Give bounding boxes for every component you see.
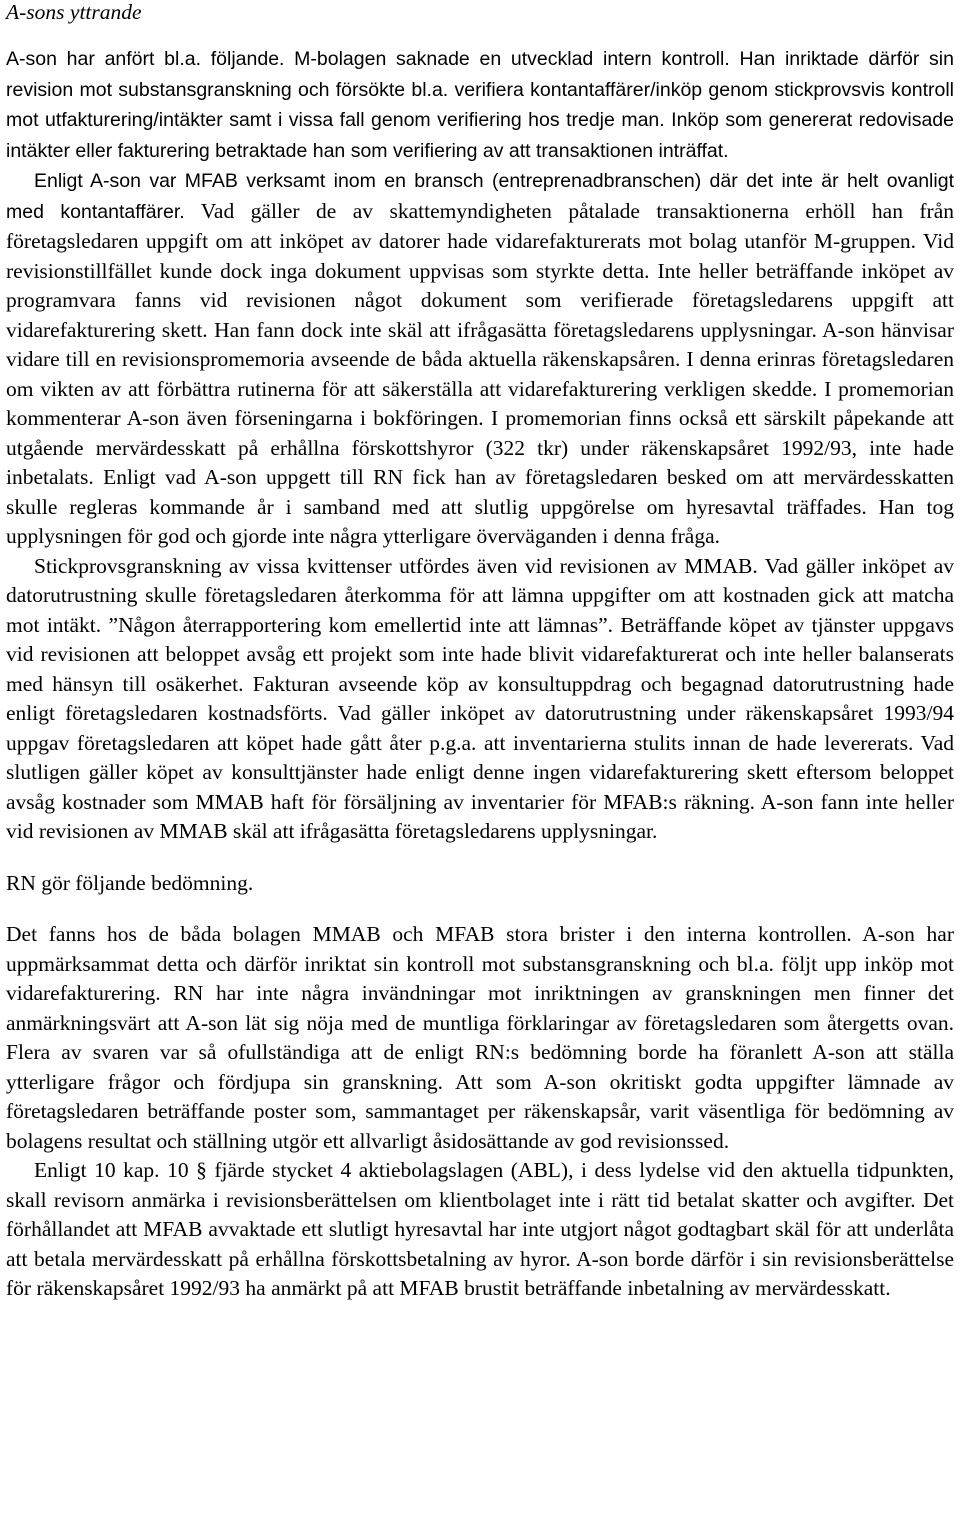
document-page (6, 0, 954, 1304)
paragraph-text: Stickprovsgranskning av vissa kvittenser utfördes även vid revisionen av MMAB. Vad gäller inköpet av datorutrustning skulle företagsledaren återkomma för att lämna uppgifter om att kostnaden gick att matcha mot intäkt. ”Någon återrapportering kom emellertid inte att lämnas”. Beträffande köpet av tjänster uppgavs vid revisionen att beloppet avsåg ett projekt som inte hade blivit vidarefakturerat och inte heller balanserats med hänsyn till osäkerhet. Fakturan avseende köp av konsultuppdrag och begagnad datorutrustning hade enligt företagsledaren kostnadsförts. Vad gäller inköpet av datorutrustning under räkenskapsåret 1993/94 uppgav företagsledaren att köpet hade gått åter p.g.a. att inventarierna stulits innan de hade levererats. Vad slutligen gäller köpet av konsulttjänster hade enligt denne ingen vidarefakturering skett eftersom beloppet avsåg kostnader som MMAB haft för försäljning av inventarier för MFAB:s räkning. A-son fann inte heller vid revisionen av MMAB skäl att ifrågasätta företagsledarens upplysningar. (6, 553, 954, 843)
paragraph-mmab-sampling (6, 552, 954, 847)
paragraph-text: A-son har anfört bl.a. följande. M-bolagen saknade en utvecklad intern kontroll. Han inriktade därför sin revision mot substansgranskning och försökte bl.a. verifiera kontantaffärer/inköp genom stickprovsvis kontroll mot utfakturering/intäkter samt i vissa fall genom verifiering hos tredje man. Inköp som genererat redovisade intäkter eller fakturering betraktade han som verifiering av att transaktionen inträffat. (6, 48, 954, 162)
paragraph-abl-remark: Enligt 10 kap. 10 § fjärde stycket 4 aktiebolagslagen (ABL), i dess lydelse vid den aktuella tidpunkten, skall revisorn anmärka i revisionsberättelsen om klientbolaget inte i rätt tid betalat skatter och avgifter. Det förhållandet att MFAB avvaktade ett slutligt hyresavtal har inte utgjort något godtagbart skäl för att underlåta att betala mervärdesskatt på erhållna förskottsbetalning av hyror. A-son borde därför i sin revisionsberättelse för räkenskapsåret 1992/93 ha anmärkt på att MFAB brustit beträffande inbetalning av mervärdesskatt. (6, 1158, 954, 1300)
paragraph-text-serif: Vad gäller de av skattemyndigheten påtalade transaktionerna erhöll han från företagsledaren uppgift om att inköpet av datorer hade vidarefakturerats mot bolag utanför M-gruppen. Vid revisionstillfället kunde dock inga dokument uppvisas som styrkte detta. Inte heller beträffande inköpet av programvara fanns vid revisionen något dokument som verifierade företagsledarens uppgift att vidarefakturering skett. Han fann dock inte skäl att ifrågasätta företagsledarens upplysningar. A-son hänvisar vidare till en revisionspromemoria avseende de båda aktuella räkenskapsåren. I denna erinras företagsledaren om vikten av att förbättra rutinerna för att säkerställa att vidarefakturering verkligen skedde. I promemorian kommenterar A-son även förseningarna i bokföringen. I promemorian finns också ett särskilt påpekande att utgående mervärdesskatt på erhållna förskottshyror (322 tkr) under räkenskapsåret 1992/93, inte hade inbetalats. Enligt vad A-son uppgett till RN fick han av företagsledaren besked om att mervärdesskatten skulle regleras kommande år i samband med att slutlig uppgörelse om hyresavtal träffades. Han tog upplysningen för god och gjorde inte några ytterligare överväganden i denna fråga. (6, 198, 954, 548)
paragraph-a-son-statement (6, 44, 954, 166)
section-heading: A-sons yttrande (6, 0, 142, 24)
paragraph-text-sans: Enligt A-son var MFAB verksamt inom en bransch (entreprenadbranschen) där det inte är helt ovanligt med kontantaffärer. (6, 170, 954, 223)
paragraph-internal-control: Det fanns hos de båda bolagen MMAB och MFAB stora brister i den interna kontrollen. A-son har uppmärksammat detta och därför inriktat sin kontroll mot substansgranskning och bl.a. följt upp inköp mot vidarefakturering. RN har inte några invändningar mot inriktningen av granskningen men finner det anmärkningsvärt att A-son lät sig nöja med de muntliga förklaringar av företagsledaren som återgetts ovan. Flera av svaren var så ofullständiga att de enligt RN:s bedömning borde ha föranlett A-son att ställa ytterligare frågor och fördjupa sin granskning. Att som A-son okritiskt godta uppgifter lämnade av företagsledaren beträffande poster som, sammantaget per räkenskapsår, varit väsentliga för bedömning av bolagens resultat och ställning utgör ett allvarligt åsidosättande av god revisionssed. (6, 922, 954, 1153)
paragraph-mfab-transactions (6, 166, 954, 552)
paragraph-rn-assessment-heading: RN gör följande bedömning. (6, 870, 254, 895)
